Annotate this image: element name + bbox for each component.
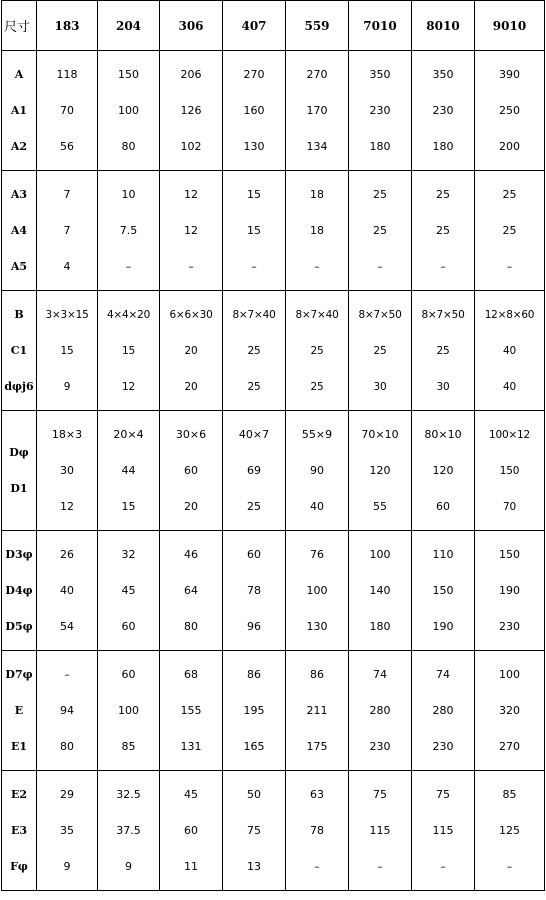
cell-value: 45 [184,787,198,801]
cell-value: 140 [369,583,391,597]
row-label: dφj6 [4,379,34,393]
cell-value: 55 [373,499,387,513]
dimension-table [1,0,545,891]
cell-value: 30 [436,380,450,393]
cell-value: 118 [56,67,78,81]
row-label-cell [2,411,37,531]
row-label: Fφ [10,859,28,873]
cell-value: 160 [243,103,265,117]
cell-value: 250 [499,103,520,117]
table-cell [160,651,223,771]
cell-value: – [314,859,320,873]
cell-value: 115 [369,823,391,837]
table-cell [37,771,98,891]
cell-value: – [64,667,70,681]
column-header: 9010 [475,1,545,51]
column-header: 407 [223,1,286,51]
cell-value: 155 [180,703,202,717]
cell-value: 74 [436,667,450,681]
cell-value: 55×9 [301,427,333,441]
cell-value: 25 [502,223,517,237]
table-row-group [2,51,545,171]
cell-value: 190 [432,619,454,633]
cell-value: 9 [125,859,132,873]
cell-value: 4 [63,259,71,273]
cell-value: – [440,259,446,273]
cell-value: 15 [247,187,261,201]
cell-value: – [506,859,513,873]
table-cell [223,291,286,411]
table-row-group [2,771,545,891]
cell-value: 18×3 [51,427,83,441]
cell-value: 60 [184,823,198,837]
row-label: A4 [10,223,28,237]
cell-value: 80 [60,739,74,753]
table-cell [349,171,412,291]
cell-value: 130 [243,139,265,153]
cell-value: 60 [184,463,198,477]
cell-value: 120 [432,463,454,477]
cell-value: 206 [180,67,202,81]
column-header: 204 [98,1,160,51]
row-label: A3 [10,187,28,201]
table-cell [286,51,349,171]
cell-value: 78 [310,823,324,837]
table-cell [412,171,475,291]
table-cell [37,531,98,651]
table-cell [349,51,412,171]
cell-value: 45 [121,583,136,597]
table-row-group [2,411,545,531]
cell-value: 11 [184,859,198,873]
cell-value: 78 [247,583,261,597]
cell-value: 280 [369,703,391,717]
table-cell [160,291,223,411]
table-cell [412,651,475,771]
cell-value: 195 [243,703,265,717]
cell-value: 25 [247,380,261,393]
cell-value: 25 [310,344,324,357]
cell-value: 30×6 [175,427,207,441]
cell-value: 100 [118,103,139,117]
cell-value: – [440,859,446,873]
cell-value: 32 [121,547,136,561]
cell-value: 70 [60,103,74,117]
table-cell [37,411,98,531]
cell-value: 12 [184,223,198,237]
cell-value: 60 [247,547,261,561]
table-cell [37,51,98,171]
cell-value: 25 [373,187,387,201]
cell-value: 40 [60,583,74,597]
cell-value: 40×7 [238,427,270,441]
table-cell [349,771,412,891]
table-cell [349,651,412,771]
table-cell [475,651,545,771]
cell-value: 180 [369,619,391,633]
cell-value: 4×4×20 [106,308,151,321]
cell-value: 29 [60,787,74,801]
row-label: D3φ [5,547,33,561]
row-label: Dφ [9,445,29,459]
table-cell [349,531,412,651]
cell-value: 15 [121,499,136,513]
cell-value: – [377,259,383,273]
column-header: 559 [286,1,349,51]
cell-value: 15 [122,344,135,357]
row-label-cell [2,651,37,771]
table-row-group [2,651,545,771]
row-label: B [14,307,24,321]
cell-value: 350 [432,67,454,81]
cell-value: 8×7×40 [232,308,276,321]
table-cell [160,51,223,171]
table-cell [286,411,349,531]
column-header: 183 [37,1,98,51]
cell-value: 134 [306,139,328,153]
table-cell [160,771,223,891]
cell-value: 230 [369,103,391,117]
cell-value: 280 [432,703,454,717]
cell-value: 9 [63,859,71,873]
cell-value: 350 [369,67,391,81]
table-cell [349,411,412,531]
cell-value: 200 [499,139,520,153]
cell-value: 100 [118,703,139,717]
cell-value: 6×6×30 [169,308,213,321]
cell-value: 69 [247,463,261,477]
cell-value: 44 [121,463,136,477]
cell-value: 175 [306,739,328,753]
table-cell [286,291,349,411]
cell-value: 15 [247,223,261,237]
cell-value: 170 [306,103,328,117]
cell-value: 7 [63,223,71,237]
cell-value: 20 [184,380,198,393]
row-label: E1 [10,739,28,753]
table-cell [475,531,545,651]
cell-value: – [125,259,132,273]
row-label: E [14,703,24,717]
cell-value: 150 [432,583,454,597]
table-cell [286,771,349,891]
row-label-cell [2,171,37,291]
table-cell [349,291,412,411]
cell-value: 126 [180,103,202,117]
cell-value: 25 [373,223,387,237]
cell-value: 86 [247,667,261,681]
table-cell [98,291,160,411]
cell-value: 125 [499,823,520,837]
table-cell [475,291,545,411]
header-row [2,1,545,51]
column-header: 306 [160,1,223,51]
table-cell [37,291,98,411]
cell-value: 230 [369,739,391,753]
dimension-table-body [2,1,545,891]
table-cell [160,171,223,291]
cell-value: 26 [60,547,74,561]
table-cell [475,411,545,531]
cell-value: 270 [243,67,265,81]
row-label: D1 [10,481,28,495]
cell-value: 37.5 [116,823,141,837]
cell-value: 18 [310,223,324,237]
cell-value: 96 [247,619,261,633]
cell-value: 12 [122,380,135,393]
cell-value: 8×7×40 [295,308,339,321]
cell-value: 8×7×50 [421,308,465,321]
cell-value: 25 [247,344,261,357]
table-cell [223,411,286,531]
table-cell [37,651,98,771]
table-cell [98,411,160,531]
cell-value: 10 [121,187,136,201]
table-cell [223,531,286,651]
cell-value: 320 [499,703,520,717]
column-header: 8010 [412,1,475,51]
row-label: D5φ [5,619,33,633]
cell-value: 18 [310,187,324,201]
cell-value: 25 [436,187,450,201]
cell-value: 90 [310,463,324,477]
cell-value: 30 [373,380,387,393]
cell-value: – [251,259,257,273]
cell-value: 150 [118,67,139,81]
cell-value: 165 [243,739,265,753]
cell-value: 40 [310,499,324,513]
table-cell [412,771,475,891]
cell-value: 75 [247,823,261,837]
table-cell [412,51,475,171]
cell-value: 54 [60,619,74,633]
table-row-group [2,291,545,411]
row-label: A1 [10,103,28,117]
cell-value: 150 [499,547,520,561]
table-row-group [2,531,545,651]
row-label-cell [2,51,37,171]
cell-value: 25 [436,344,450,357]
cell-value: 12 [184,187,198,201]
cell-value: 100 [306,583,328,597]
table-cell [98,771,160,891]
cell-value: 25 [502,187,517,201]
cell-value: 75 [436,787,450,801]
cell-value: 390 [499,67,520,81]
cell-value: 32.5 [116,787,141,801]
cell-value: – [506,259,513,273]
cell-value: 75 [373,787,387,801]
cell-value: 102 [180,139,202,153]
cell-value: 25 [373,344,387,357]
cell-value: 94 [60,703,74,717]
cell-value: 100 [499,667,520,681]
cell-value: 270 [306,67,328,81]
table-cell [412,531,475,651]
table-cell [98,651,160,771]
cell-value: 12×8×60 [484,308,535,321]
cell-value: 46 [184,547,198,561]
cell-value: 85 [502,787,517,801]
cell-value: 130 [306,619,328,633]
row-label: E3 [10,823,28,837]
row-label-cell [2,771,37,891]
cell-value: 12 [60,499,74,513]
table-cell [286,531,349,651]
cell-value: 60 [436,499,450,513]
cell-value: 56 [60,139,74,153]
row-label: A2 [10,139,28,153]
table-cell [223,651,286,771]
cell-value: 3×3×15 [45,308,89,321]
cell-value: 70 [503,500,516,513]
cell-value: 180 [432,139,454,153]
cell-value: 131 [180,739,202,753]
cell-value: 80 [184,619,198,633]
cell-value: 63 [310,787,324,801]
cell-value: 20×4 [113,427,144,441]
table-cell [98,531,160,651]
cell-value: 230 [432,103,454,117]
row-label: D7φ [5,667,33,681]
row-label: C1 [10,343,28,357]
cell-value: 64 [184,583,198,597]
cell-value: 15 [60,344,74,357]
table-cell [98,51,160,171]
cell-value: 74 [373,667,387,681]
cell-value: 86 [310,667,324,681]
cell-value: 190 [499,583,520,597]
row-label: E2 [10,787,28,801]
cell-value: 35 [60,823,74,837]
table-cell [286,171,349,291]
cell-value: 76 [310,547,324,561]
table-cell [475,51,545,171]
table-cell [223,51,286,171]
table-cell [160,531,223,651]
table-cell [286,651,349,771]
cell-value: 40 [503,344,516,357]
cell-value: 40 [503,380,516,393]
cell-value: 8×7×50 [358,308,402,321]
cell-value: 211 [306,703,328,717]
cell-value: 80 [121,139,136,153]
cell-value: 150 [499,464,520,477]
cell-value: 7 [63,187,71,201]
cell-value: 120 [369,463,391,477]
cell-value: 25 [310,380,324,393]
corner-header: 尺寸 [2,1,37,51]
table-cell [98,171,160,291]
cell-value: 180 [369,139,391,153]
cell-value: 110 [432,547,454,561]
cell-value: – [377,859,383,873]
cell-value: – [188,259,194,273]
table-cell [223,171,286,291]
table-cell [475,771,545,891]
cell-value: – [314,259,320,273]
cell-value: 25 [247,499,261,513]
cell-value: 270 [499,739,520,753]
cell-value: 85 [121,739,136,753]
table-cell [160,411,223,531]
spec-table-container [1,0,545,891]
row-label: A5 [10,259,28,273]
row-label: D4φ [5,583,33,597]
cell-value: 20 [184,499,198,513]
table-cell [475,171,545,291]
cell-value: 13 [247,859,261,873]
table-cell [412,411,475,531]
cell-value: 230 [499,619,520,633]
cell-value: 7.5 [119,223,138,237]
row-label: A [14,67,24,81]
cell-value: 30 [60,463,74,477]
cell-value: 9 [63,380,71,393]
cell-value: 100×12 [489,428,530,441]
column-header: 7010 [349,1,412,51]
cell-value: 20 [184,344,198,357]
cell-value: 60 [121,619,136,633]
cell-value: 230 [432,739,454,753]
cell-value: 60 [121,667,136,681]
cell-value: 25 [436,223,450,237]
cell-value: 70×10 [361,427,399,441]
table-cell [223,771,286,891]
row-label-cell [2,291,37,411]
row-label-cell [2,531,37,651]
cell-value: 50 [247,787,261,801]
cell-value: 115 [432,823,454,837]
table-cell [37,171,98,291]
cell-value: 100 [369,547,391,561]
cell-value: 68 [184,667,198,681]
cell-value: 80×10 [424,427,462,441]
table-row-group [2,171,545,291]
table-cell [412,291,475,411]
